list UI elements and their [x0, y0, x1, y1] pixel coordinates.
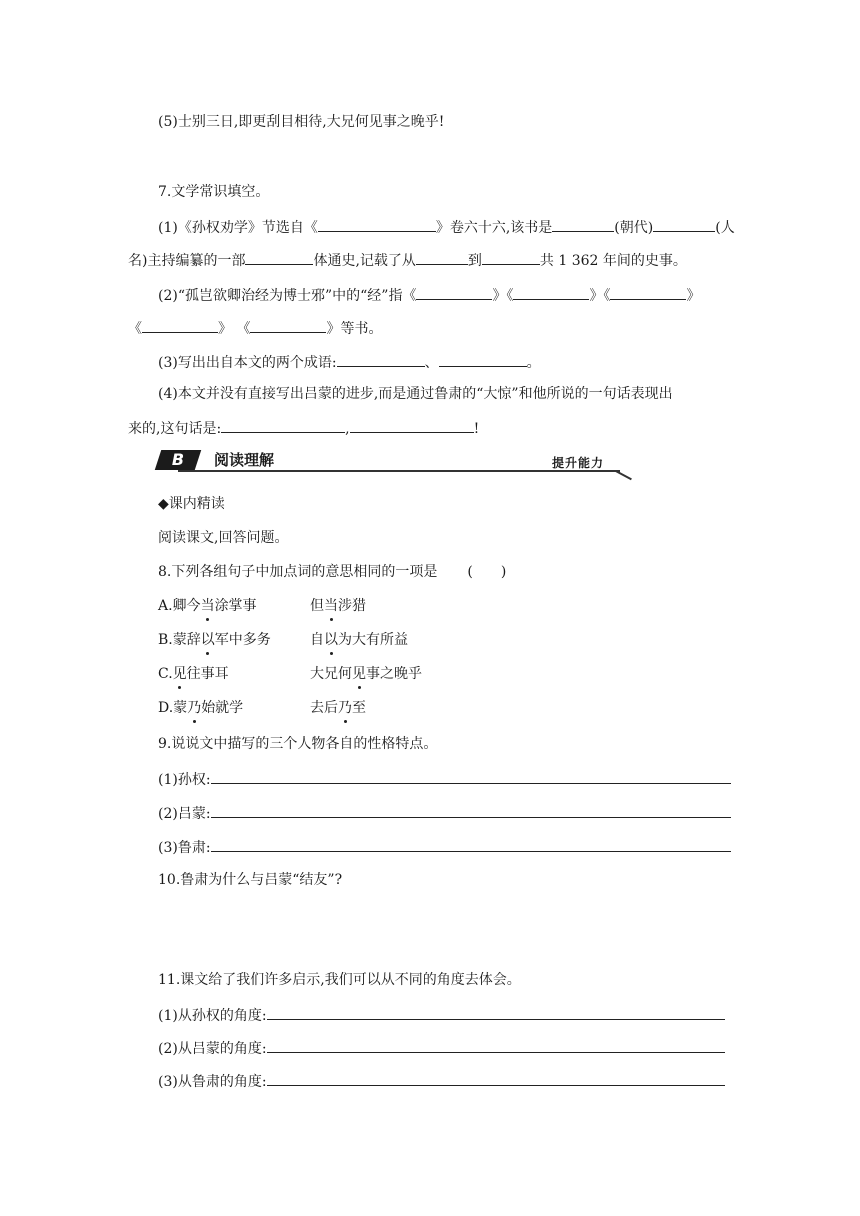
dotted-word: 乃	[338, 700, 352, 716]
q9-item-1: (1)孙权:	[158, 768, 731, 790]
answer-line-sunquan-view[interactable]	[267, 1004, 725, 1020]
q7-item-4-line2: 来的,这句话是: , !	[128, 417, 479, 439]
q7-title: 7.文学常识填空。	[158, 184, 270, 200]
q7-item-4-line1: (4)本文并没有直接写出吕蒙的进步,而是通过鲁肃的“大惊”和他所说的一句话表现出	[158, 386, 673, 402]
q8-option-a[interactable]: A.卿今当涂掌事 但当涉猎	[158, 598, 366, 614]
blank-source-book[interactable]	[318, 216, 436, 232]
q7-item-2-line2: 《 》 《 》等书。	[128, 317, 382, 339]
q8-option-d[interactable]: D.蒙乃始就学 去后乃至	[158, 700, 366, 716]
blank-history-type[interactable]	[245, 249, 313, 265]
q9-title: 9.说说文中描写的三个人物各自的性格特点。	[158, 736, 438, 752]
answer-line-lvmeng[interactable]	[211, 802, 731, 818]
q11-item-3: (3)从鲁肃的角度:	[158, 1070, 725, 1092]
q9-item-3: (3)鲁肃:	[158, 836, 731, 858]
blank-idiom-2[interactable]	[439, 351, 527, 367]
dotted-word: 见	[172, 666, 187, 682]
q11-title: 11.课文给了我们许多启示,我们可以从不同的角度去体会。	[158, 972, 521, 988]
q7-item-2-line1: (2)“孤岂欲卿治经为博士邪”中的“经”指《 》《 》《 》	[158, 284, 700, 306]
blank-quote-1[interactable]	[221, 417, 345, 433]
section-b-badge: B	[155, 450, 201, 470]
answer-line-lusu-view[interactable]	[267, 1070, 725, 1086]
dotted-word: 乃	[187, 700, 202, 716]
section-b-rule	[178, 470, 620, 472]
blank-book-4[interactable]	[142, 317, 218, 333]
section-b-header	[158, 448, 632, 484]
intro-instruction: 阅读课文,回答问题。	[158, 530, 289, 546]
q8-title: 8.下列各组句子中加点词的意思相同的一项是 ( )	[158, 564, 507, 580]
section-b-rule-tail	[610, 470, 632, 489]
q7-item-3: (3)写出出自本文的两个成语: 、 。	[158, 351, 541, 373]
q6-item-5: (5)士别三日,即更刮目相待,大兄何见事之晚乎!	[158, 114, 445, 130]
blank-author[interactable]	[653, 216, 715, 232]
section-b-subtitle: 提升能力	[552, 456, 605, 470]
blank-start-period[interactable]	[416, 249, 468, 265]
q7-item-1-line1: (1)《孙权劝学》节选自《 》卷六十六,该书是 (朝代) (人	[158, 216, 735, 238]
blank-quote-2[interactable]	[350, 417, 474, 433]
dotted-word: 当	[200, 598, 215, 614]
q7-item-1-line2: 名)主持编纂的一部 体通史,记载了从 到 共 1 362 年间的史事。	[128, 249, 687, 271]
dotted-word: 以	[200, 632, 215, 648]
intro-heading: ◆课内精读	[158, 496, 225, 512]
answer-line-lvmeng-view[interactable]	[267, 1037, 725, 1053]
dotted-word: 以	[324, 632, 338, 648]
blank-book-2[interactable]	[513, 284, 589, 300]
q8-option-c[interactable]: C.见往事耳 大兄何见事之晚乎	[158, 666, 422, 682]
q8-answer-paren[interactable]: ( )	[467, 564, 507, 580]
answer-line-lusu[interactable]	[211, 836, 731, 852]
blank-idiom-1[interactable]	[337, 351, 425, 367]
section-b-title: 阅读理解	[214, 451, 275, 469]
blank-end-period[interactable]	[482, 249, 540, 265]
blank-book-1[interactable]	[416, 284, 492, 300]
q8-option-b[interactable]: B.蒙辞以军中多务 自以为大有所益	[158, 632, 408, 648]
dotted-word: 见	[352, 666, 366, 682]
q11-item-2: (2)从吕蒙的角度:	[158, 1037, 725, 1059]
answer-line-sunquan[interactable]	[211, 768, 731, 784]
blank-book-3[interactable]	[610, 284, 686, 300]
dotted-word: 当	[324, 598, 338, 614]
q9-item-2: (2)吕蒙:	[158, 802, 731, 824]
blank-dynasty[interactable]	[552, 216, 614, 232]
blank-book-5[interactable]	[250, 317, 326, 333]
q10-title: 10.鲁肃为什么与吕蒙“结友”?	[158, 872, 343, 888]
q11-item-1: (1)从孙权的角度:	[158, 1004, 725, 1026]
